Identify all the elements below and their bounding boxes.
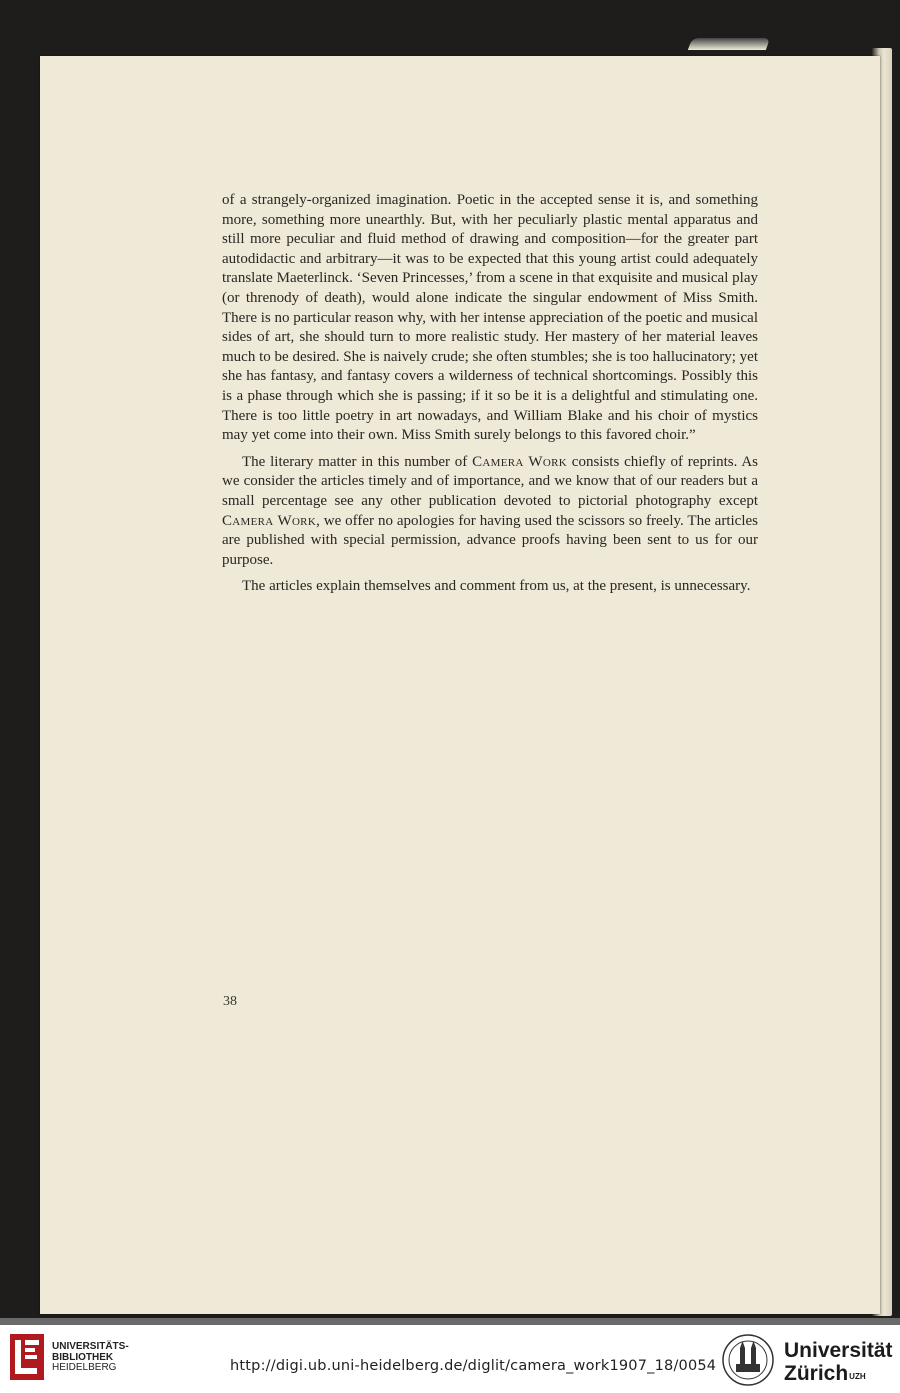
university-zurich-name [784, 1339, 893, 1385]
uzh-name-line-1: Universität [784, 1339, 893, 1362]
paragraph-1: of a strangely-organized imagination. Poetic in the accepted sense it is, and something more, something more unearthly. But, with her peculiarly plastic mental apparatus and still more peculiar and fluid method of drawing and composition—for the greater part autodidactic and arbitrary—it was to be expected that this young artist could adequately translate Maeterlinck. ‘Seven Princesses,’ from a scene in that exquisite and musical play (or threnody of death), would alone indicate the singular endowment of Miss Smith. There is no particular reason why, with her intense appreciation of the poetic and musical sides of art, she should turn to more realistic study. Her mastery of her material leaves much to be desired. She is naively crude; she often stumbles; she is too hallucinatory; yet she has fantasy, and fantasy covers a wilderness of technical shortcomings. Possibly this is a phase through which she is passing; if it so be it is a delightful and stimulating one. There is too little poetry in art nowadays, and William Blake and his choir of mystics may yet come into their own. Miss Smith surely belongs to this favored choir.” [222, 192, 758, 444]
heidelberg-library-logo-icon [10, 1334, 44, 1380]
paragraph-2 [222, 453, 758, 571]
paragraph-3: The articles explain themselves and comment from us, at the present, is unnecessary. [242, 578, 751, 595]
camera-work-title-1: Camera Work [472, 453, 568, 470]
camera-work-title-2: Camera Work [222, 512, 317, 529]
uzh-superscript: UZH [849, 1372, 866, 1381]
uzh-name-zurich: Zürich [784, 1362, 849, 1385]
paragraph-2-part-3: , we offer no apologies for having used the scissors so freely. The articles are published with special permission, advance proofs having been sent to us for our purpose. [222, 512, 758, 568]
footer-divider [0, 1318, 900, 1325]
uzh-name-line-2 [784, 1362, 893, 1385]
library-name-line-2: BIBLIOTHEK [52, 1351, 114, 1363]
page-number: 38 [223, 994, 237, 1009]
uzh-seal-icon [722, 1334, 774, 1386]
library-name-line-3: HEIDELBERG [52, 1362, 117, 1373]
library-name-line-1: UNIVERSITÄTS- [52, 1341, 129, 1352]
page-curl [688, 38, 770, 50]
paragraph-2-part-1: The literary matter in this number of [242, 453, 473, 470]
paragraph-2-part-2: consists chiefly of reprints. As we consider the articles timely and of importance, and we know that of our readers but a small percentage see any other publication devoted to pictorial photography except [222, 453, 758, 509]
document-url-link[interactable]: http://digi.ub.uni-heidelberg.de/diglit/camera_work1907_18/0054 [230, 1358, 717, 1374]
library-name [52, 1342, 129, 1374]
article-text [222, 191, 758, 597]
